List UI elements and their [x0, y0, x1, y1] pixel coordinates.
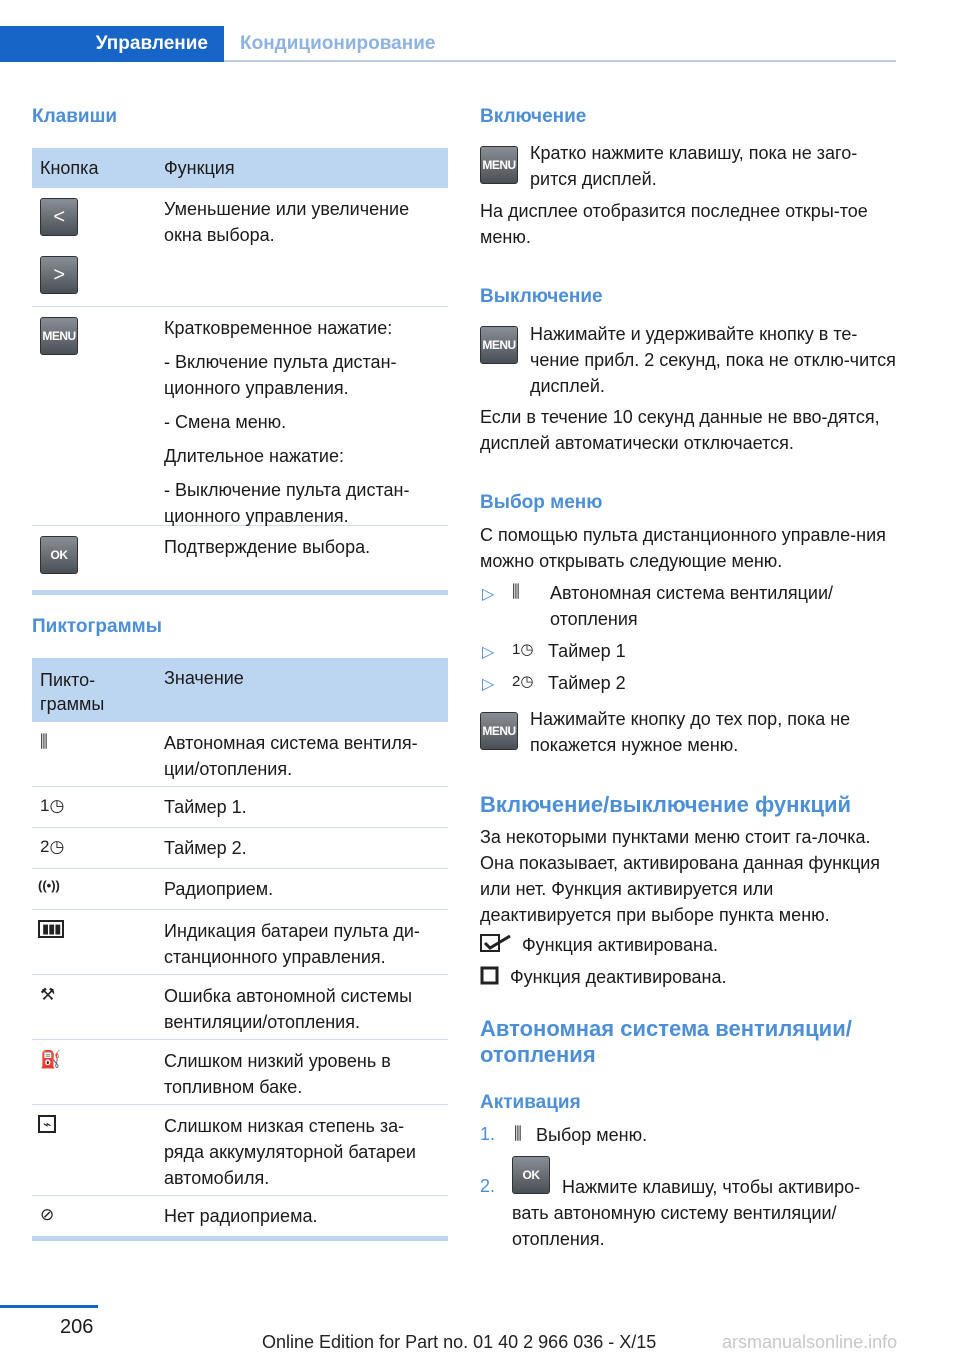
keys-table-header — [32, 148, 448, 188]
step-text: Выбор меню. — [536, 1125, 648, 1145]
ok-key-icon: OK — [40, 536, 78, 574]
menu-key-icon: MENU — [480, 712, 518, 750]
func-text: За некоторыми пунктами меню стоит га-лочка. Она показывает, активирована данная функция или нет. Функция активируется или деактивируется при выборе пункта меню. — [480, 827, 881, 925]
row-line: - Выключение пульта дистан-ционного управления. — [164, 480, 410, 526]
section-title: Кондиционирование — [240, 33, 436, 54]
row-text: Автономная система вентиля-ции/отопления. — [164, 733, 418, 779]
off-text-1: Нажимайте и удерживайте кнопку в те-чение прибл. 2 секунд, пока не отклю-чится дисплей. — [530, 324, 896, 396]
menu-key-icon: MENU — [40, 317, 78, 355]
table-row — [32, 910, 448, 975]
heater-icon: ⫼ — [40, 732, 48, 751]
row-text — [164, 315, 444, 537]
table-row — [32, 188, 448, 307]
table-row — [32, 1105, 448, 1196]
car-battery-icon: ⌁ — [38, 1115, 56, 1133]
table-row — [32, 869, 448, 910]
row-text: Таймер 2. — [164, 838, 247, 858]
heater-icon: ⫼ — [512, 582, 520, 601]
row-text: Радиоприем. — [164, 879, 274, 899]
no-radio-icon: ⊘ — [40, 1205, 55, 1224]
timer2-icon: 2◷ — [512, 673, 534, 690]
timer2-icon: 2◷ — [40, 837, 65, 856]
chapter-tab: Управление — [0, 26, 224, 62]
checkmark-icon — [480, 934, 512, 954]
icons-heading: Пиктограммы — [32, 616, 162, 637]
menu-item: Таймер 1 — [548, 641, 626, 661]
table-end-bar — [32, 590, 448, 595]
on-text-2: На дисплее отобразится последнее откры-тое меню. — [480, 201, 868, 247]
table-row — [32, 722, 448, 787]
table-row — [32, 787, 448, 828]
icons-table-header — [32, 658, 448, 722]
radio-icon: ((•)) — [38, 878, 60, 893]
row-line: Длительное нажатие: — [164, 446, 344, 466]
func-on-text: Функция активирована. — [522, 935, 718, 955]
table-row — [32, 975, 448, 1040]
icons-table — [32, 658, 448, 1241]
table-row — [32, 526, 448, 584]
table-row — [32, 1196, 448, 1236]
on-text-1: Кратко нажмите клавишу, пока не заго-рится дисплей. — [530, 143, 858, 189]
menu-item: Автономная система вентиляции/ отопления — [550, 583, 834, 629]
edition-text: Online Edition for Part no. 01 40 2 966 036 - X/15 — [262, 1332, 657, 1352]
menu-key-icon: MENU — [480, 326, 518, 364]
step-number: 1. — [480, 1124, 496, 1144]
menu-text-2: Нажимайте кнопку до тех пор, пока не покажется нужное меню. — [530, 709, 851, 755]
footer-accent-line — [0, 1305, 98, 1308]
table-end-bar — [32, 1236, 448, 1241]
row-text: Слишком низкая степень за-ряда аккумуляторной батареи автомобиля. — [164, 1116, 416, 1188]
row-text: Слишком низкий уровень в топливном баке. — [164, 1051, 391, 1097]
menu-key-icon: MENU — [480, 146, 518, 184]
row-text: Индикация батареи пульта ди-станционного управления. — [164, 921, 420, 967]
bullet-icon: ▷ — [482, 586, 495, 603]
menu-heading: Выбор меню — [480, 492, 603, 513]
bullet-icon: ▷ — [482, 676, 495, 693]
on-heading: Включение — [480, 106, 587, 127]
timer1-icon: 1◷ — [40, 796, 65, 815]
header-divider — [224, 60, 896, 62]
keys-col-button: Кнопка — [40, 158, 99, 178]
row-text: Таймер 1. — [164, 797, 247, 817]
row-line: Кратковременное нажатие: — [164, 318, 393, 338]
page-number: 206 — [60, 1316, 94, 1338]
table-row — [32, 1040, 448, 1105]
step-text: Нажмите клавишу, чтобы активиро-вать автономную систему вентиляции/ отопления. — [512, 1177, 861, 1249]
chevron-left-key-icon: < — [40, 198, 78, 236]
row-line: - Смена меню. — [164, 412, 287, 432]
unchecked-box-icon — [480, 966, 500, 986]
func-heading: Включение/выключение функций — [480, 792, 852, 817]
wrench-icon: ⚒ — [40, 985, 56, 1004]
menu-text: С помощью пульта дистанционного управле-ния можно открывать следующие меню. — [480, 525, 886, 571]
timer1-icon: 1◷ — [512, 641, 534, 658]
keys-heading: Клавиши — [32, 106, 118, 127]
icons-col-pictogram: Пикто-граммы — [40, 670, 105, 714]
row-line: - Включение пульта дистан-ционного управления. — [164, 352, 397, 398]
table-row — [32, 828, 448, 869]
row-text: Ошибка автономной системы вентиляции/отопления. — [164, 986, 413, 1032]
func-off-text: Функция деактивирована. — [510, 967, 727, 987]
keys-table — [32, 148, 448, 595]
table-row — [32, 307, 448, 526]
chevron-right-key-icon: > — [40, 256, 78, 294]
keys-col-function: Функция — [164, 158, 235, 178]
icons-col-meaning: Значение — [164, 668, 244, 688]
aux-heading: Автономная система вентиляции/ отопления — [480, 1016, 852, 1067]
row-text: Уменьшение или увеличение окна выбора. — [164, 199, 410, 245]
bullet-icon: ▷ — [482, 644, 495, 661]
watermark: arsmanualsonline.info — [722, 1332, 898, 1352]
off-text-2: Если в течение 10 секунд данные не вво-дятся, дисплей автоматически отключается. — [480, 407, 880, 453]
off-heading: Выключение — [480, 286, 603, 307]
step-number: 2. — [480, 1176, 496, 1196]
row-text: Подтверждение выбора. — [164, 537, 371, 557]
fuel-icon: ⛽ — [40, 1050, 62, 1069]
menu-item: Таймер 2 — [548, 673, 626, 693]
battery-icon: ▮▮▮ — [38, 920, 64, 938]
heater-icon: ⫼ — [514, 1124, 522, 1143]
row-text: Нет радиоприема. — [164, 1206, 318, 1226]
ok-key-icon: OK — [512, 1156, 550, 1194]
activation-heading: Активация — [480, 1092, 581, 1113]
